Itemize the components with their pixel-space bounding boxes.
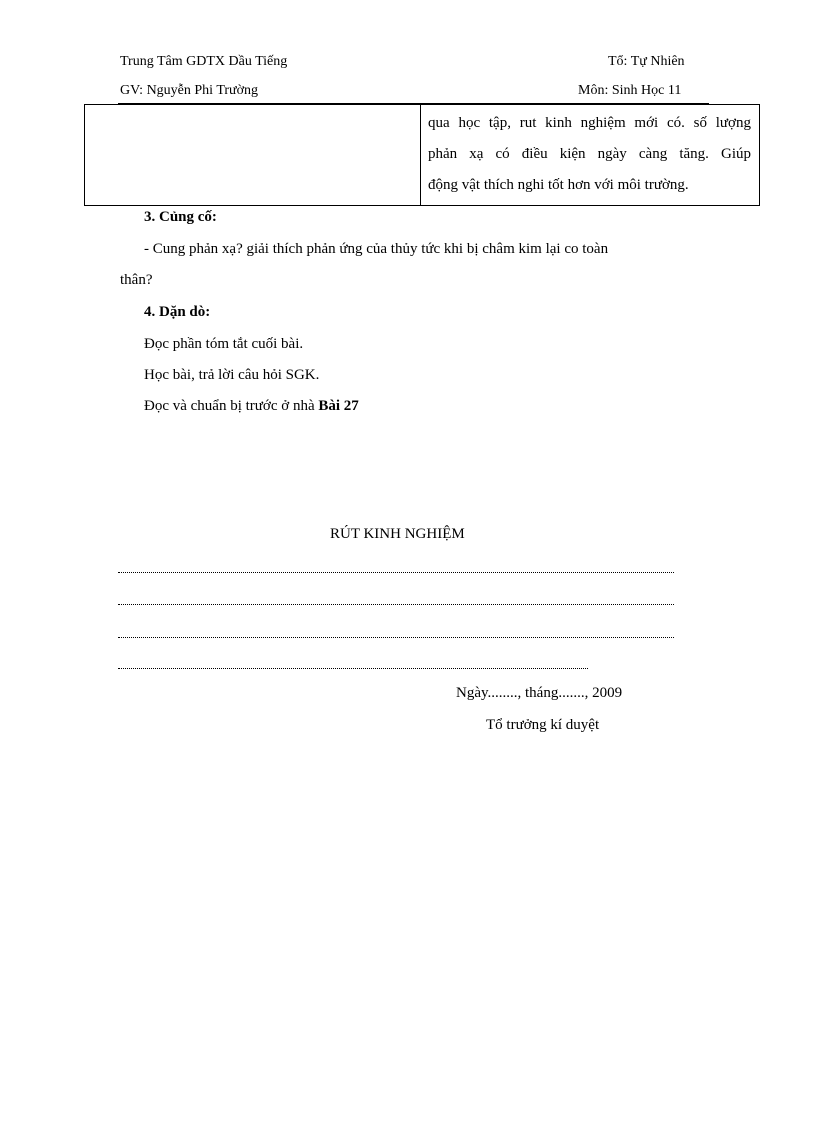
- table-cell-line: qua học tập, rut kinh nghiệm mới có. số lượng: [428, 115, 751, 131]
- section-3-question-line1: - Cung phản xạ? giải thích phản ứng của thủy tức khi bị châm kim lại co toàn: [144, 241, 609, 257]
- homework-item-next-lesson: [144, 398, 359, 415]
- section-3-heading: 3. Củng cố:: [144, 209, 217, 225]
- subject-name: Môn: Sinh Học 11: [578, 83, 682, 98]
- department-name: Tổ: Tự Nhiên: [608, 54, 685, 69]
- school-name: Trung Tâm GDTX Dầu Tiếng: [120, 54, 288, 69]
- homework-item: Đọc phần tóm tắt cuối bài.: [144, 336, 304, 352]
- homework-item: Học bài, trả lời câu hỏi SGK.: [144, 367, 320, 383]
- signer-title: Tổ trưởng kí duyệt: [486, 717, 600, 733]
- table-cell-line: phản xạ có điều kiện ngày càng tăng. Giúp: [428, 146, 751, 162]
- section-3-question-line2: thân?: [120, 272, 153, 288]
- dotted-line: [118, 572, 674, 573]
- table-cell-line: động vật thích nghi tốt hơn với môi trường.: [428, 177, 689, 193]
- review-title: RÚT KINH NGHIỆM: [330, 526, 465, 542]
- table-column-divider: [420, 105, 421, 205]
- dotted-line: [118, 668, 588, 669]
- lesson-table: [84, 104, 760, 206]
- next-lesson-title: Bài 27: [318, 398, 359, 414]
- section-4-heading: 4. Dặn dò:: [144, 304, 211, 320]
- dotted-line: [118, 637, 674, 638]
- teacher-name: GV: Nguyễn Phi Trường: [120, 83, 259, 98]
- date-line: Ngày........, tháng......., 2009: [456, 685, 623, 701]
- dotted-line: [118, 604, 674, 605]
- next-lesson-prefix: Đọc và chuẩn bị trước ở nhà: [144, 398, 319, 414]
